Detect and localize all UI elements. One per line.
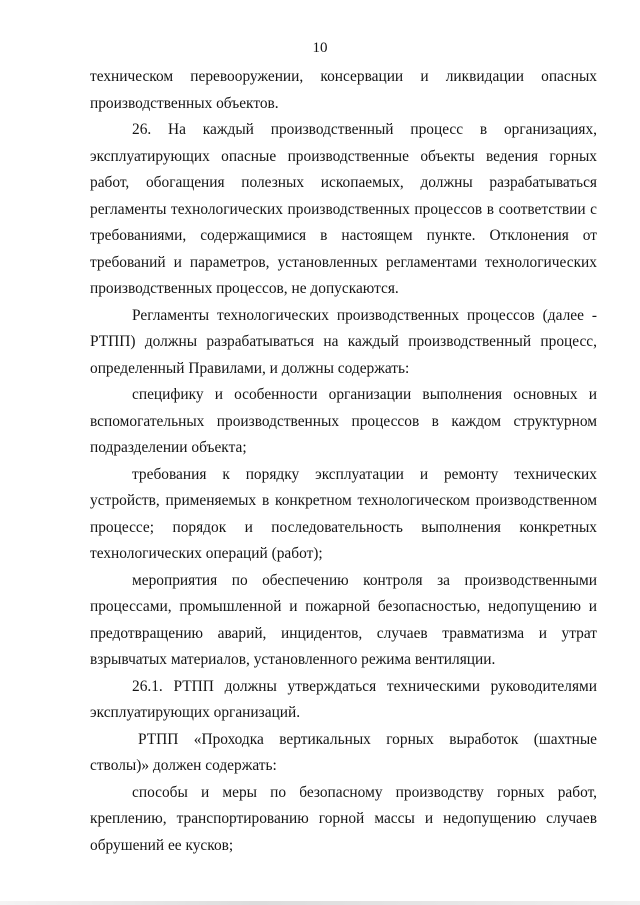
document-body (90, 64, 597, 859)
paragraph-requirement-control: мероприятия по обеспечению контроля за производственными процессами, промышленной и пожарной безопасностью, недопущению и предотвращению аварий, инцидентов, случаев травматизма и утрат взрывчатых материалов, установленного режима вентиляции. (90, 571, 597, 668)
paragraph-requirement-equipment: требования к порядку эксплуатации и ремонту технических устройств, применяемых в конкретном технологическом производственном процессе; порядок и последовательность выполнения конкретных технологических операций (работ); (90, 465, 597, 562)
paragraph-requirement-methods: способы и меры по безопасному производству горных работ, креплению, транспортированию горной массы и недопущению случаев обрушений ее кусков; (90, 783, 597, 854)
page-number: 10 (312, 40, 328, 56)
paragraph-continuation: техническом перевооружении, консервации и ликвидации опасных производственных объектов. (90, 68, 597, 112)
paragraph-clause-26-1: 26.1. РТПП должны утверждаться техническими руководителями эксплуатирующих организаций. (90, 677, 597, 721)
paragraph-rtpp-definition: Регламенты технологических производственных процессов (далее - РТПП) должны разрабатываться на каждый производственный процесс, определенный Правилами, и должны содержать: (90, 306, 597, 377)
page-bottom-edge (0, 901, 640, 905)
paragraph-requirement-specifics: специфику и особенности организации выполнения основных и вспомогательных производственных процессов в каждом структурном подразделении объекта; (90, 386, 597, 456)
paragraph-clause-26: 26. На каждый производственный процесс в организациях, эксплуатирующих опасные производственные объекты ведения горных работ, обогащения полезных ископаемых, должны разрабатываться регламенты технологических производственных процессов в соответствии с требованиями, содержащимися в настоящем пункте. Отклонения от требований и параметров, установленных регламентами технологических производственных процессов, не допускаются. (90, 121, 597, 297)
paragraph-rtpp-shafts: РТПП «Проходка вертикальных горных выработок (шахтные стволы)» должен содержать: (90, 730, 597, 774)
